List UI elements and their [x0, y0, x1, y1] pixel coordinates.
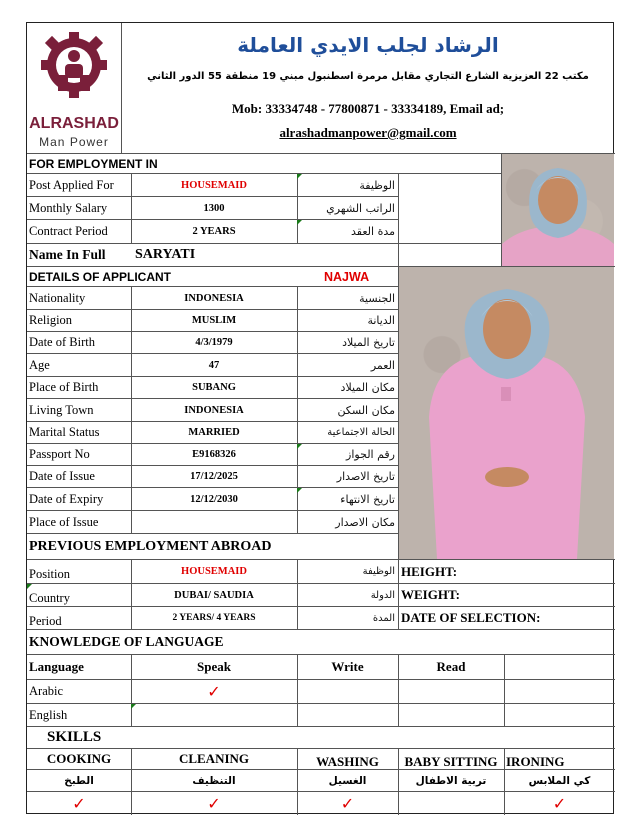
skill-ironing-check: ✓	[552, 793, 567, 813]
country-ar-label: الدولة	[370, 589, 395, 601]
date-of-birth-label: Date of Birth	[29, 335, 95, 349]
period-label: Period	[29, 613, 62, 628]
place-of-issue-ar-label: مكان الاصدار	[335, 515, 395, 529]
marital-status-value: MARRIED	[188, 427, 240, 438]
language-arabic-speak-check: ✓	[207, 682, 221, 701]
cell-marker	[297, 444, 302, 449]
cell-marker	[297, 488, 302, 493]
logo-main-text: ALRASHAD	[29, 115, 119, 132]
skill-cooking-check: ✓	[72, 793, 86, 813]
religion-value: MUSLIM	[191, 315, 237, 326]
living-town-label: Living Town	[29, 402, 94, 417]
place-of-issue-label: Place of Issue	[29, 514, 99, 529]
passport-no-label: Passport No	[29, 447, 90, 461]
cell-marker	[297, 220, 302, 225]
language-english-label: English	[29, 707, 68, 722]
place-of-issue-value	[131, 511, 297, 533]
date-of-expiry-value: 12/12/2030	[190, 493, 238, 505]
height-label: HEIGHT:	[401, 563, 458, 579]
name-in-full-value: SARYATI	[135, 247, 196, 262]
place-of-birth-ar-label: مكان الميلاد	[340, 381, 395, 394]
applicant-code: NAJWA	[324, 269, 370, 284]
position-ar-label: الوظيفة	[362, 566, 395, 577]
weight-label: WEIGHT:	[401, 587, 460, 602]
period-ar-label: المدة	[372, 612, 395, 624]
applicant-full-photo	[399, 267, 614, 559]
monthly-salary-ar-label: الراتب الشهري	[326, 201, 395, 215]
skill-ironing-ar: كي الملابس	[528, 774, 591, 787]
passport-no-ar-label: رقم الجواز	[346, 448, 395, 461]
cell-marker	[131, 704, 136, 709]
religion-label: Religion	[29, 313, 73, 327]
skill-cooking-ar: الطبخ	[64, 774, 94, 787]
company-address: مكتب 22 العزيزية الشارع التجاري مقابل مرمرة اسطنبول مبني 19 منطقة 55 الدور الثاني	[147, 71, 589, 82]
language-header-speak: Speak	[197, 659, 231, 674]
previous-employment-section-title: PREVIOUS EMPLOYMENT ABROAD	[29, 538, 272, 554]
nationality-ar-label: الجنسية	[359, 291, 395, 305]
position-value: HOUSEMAID	[181, 566, 247, 577]
monthly-salary-label: Monthly Salary	[29, 200, 108, 215]
skill-cleaning-check: ✓	[207, 793, 221, 813]
marital-status-label: Marital Status	[29, 425, 100, 439]
age-value: 47	[208, 359, 220, 371]
post-applied-ar-label: الوظيفة	[359, 178, 395, 192]
logo-sub-text: Man Power	[39, 135, 109, 149]
living-town-value: INDONESIA	[184, 404, 244, 416]
place-of-birth-value: SUBANG	[192, 382, 236, 393]
skill-cooking-label: COOKING	[46, 751, 112, 766]
passport-no-value: E9168326	[192, 449, 236, 460]
cv-form	[26, 22, 614, 814]
place-of-birth-label: Place of Birth	[29, 380, 99, 394]
language-header-write: Write	[331, 659, 364, 674]
monthly-salary-value: 1300	[203, 202, 225, 214]
country-value: DUBAI/ SAUDIA	[174, 589, 254, 601]
language-header-read: Read	[436, 659, 466, 674]
employment-section-title: FOR EMPLOYMENT IN	[29, 156, 158, 171]
post-applied-value: HOUSEMAID	[181, 179, 247, 191]
applicant-section-title: DETAILS OF APPLICANT	[29, 269, 171, 284]
language-arabic-label: Arabic	[29, 684, 64, 698]
name-in-full-label: Name In Full	[29, 247, 106, 262]
skill-washing-check: ✓	[340, 793, 355, 813]
date-of-selection-label: DATE OF SELECTION:	[401, 610, 541, 625]
cell-marker	[27, 584, 32, 589]
date-of-issue-label: Date of Issue	[29, 469, 95, 483]
contract-period-label: Contract Period	[29, 224, 108, 238]
company-email[interactable]: alrashadmanpower@gmail.com	[279, 125, 457, 140]
skill-washing-ar: الغسيل	[328, 774, 367, 787]
nationality-value: INDONESIA	[184, 292, 244, 304]
contract-period-ar-label: مدة العقد	[351, 225, 395, 238]
skills-section-title: SKILLS	[47, 729, 102, 745]
date-of-issue-value: 17/12/2025	[190, 471, 238, 482]
date-of-expiry-label: Date of Expiry	[29, 491, 104, 506]
date-of-birth-ar-label: تاريخ الميلاد	[342, 336, 395, 349]
company-contact: Mob: 33334748 - 77800871 - 33334189, Email ad;	[231, 101, 505, 116]
skill-cleaning-ar: التنظيف	[192, 774, 236, 787]
living-town-ar-label: مكان السكن	[337, 403, 395, 417]
contract-period-value: 2 YEARS	[192, 226, 236, 237]
nationality-label: Nationality	[29, 290, 86, 305]
age-label: Age	[29, 357, 50, 372]
company-title: الرشاد لجلب الايدي العاملة	[237, 33, 499, 57]
religion-ar-label: الديانة	[367, 314, 395, 327]
date-of-issue-ar-label: تاريخ الاصدار	[336, 470, 395, 483]
language-section-title: KNOWLEDGE OF LANGUAGE	[29, 634, 224, 649]
company-logo	[27, 23, 121, 153]
period-value: 2 YEARS/ 4 YEARS	[172, 613, 256, 623]
skill-cleaning-label: CLEANING	[178, 751, 250, 766]
post-applied-label: Post Applied For	[29, 177, 114, 192]
cell-marker	[297, 174, 302, 179]
language-header-language: Language	[29, 659, 84, 674]
marital-status-ar-label: الحالة الاجتماعية	[327, 427, 395, 438]
date-of-birth-value: 4/3/1979	[195, 337, 233, 348]
date-of-expiry-ar-label: تاريخ الانتهاء	[340, 492, 395, 506]
position-label: Position	[29, 567, 70, 581]
logo-gear-icon	[27, 23, 121, 123]
skill-baby-sitting-ar: تربية الاطفال	[415, 774, 487, 787]
age-ar-label: العمر	[370, 358, 395, 372]
skill-ironing-label: IRONING	[506, 754, 565, 769]
skill-washing-label: WASHING	[316, 754, 379, 769]
applicant-portrait-photo	[502, 154, 614, 266]
country-label: Country	[29, 590, 70, 605]
skill-baby-sitting-label: BABY SITTING	[404, 754, 498, 769]
